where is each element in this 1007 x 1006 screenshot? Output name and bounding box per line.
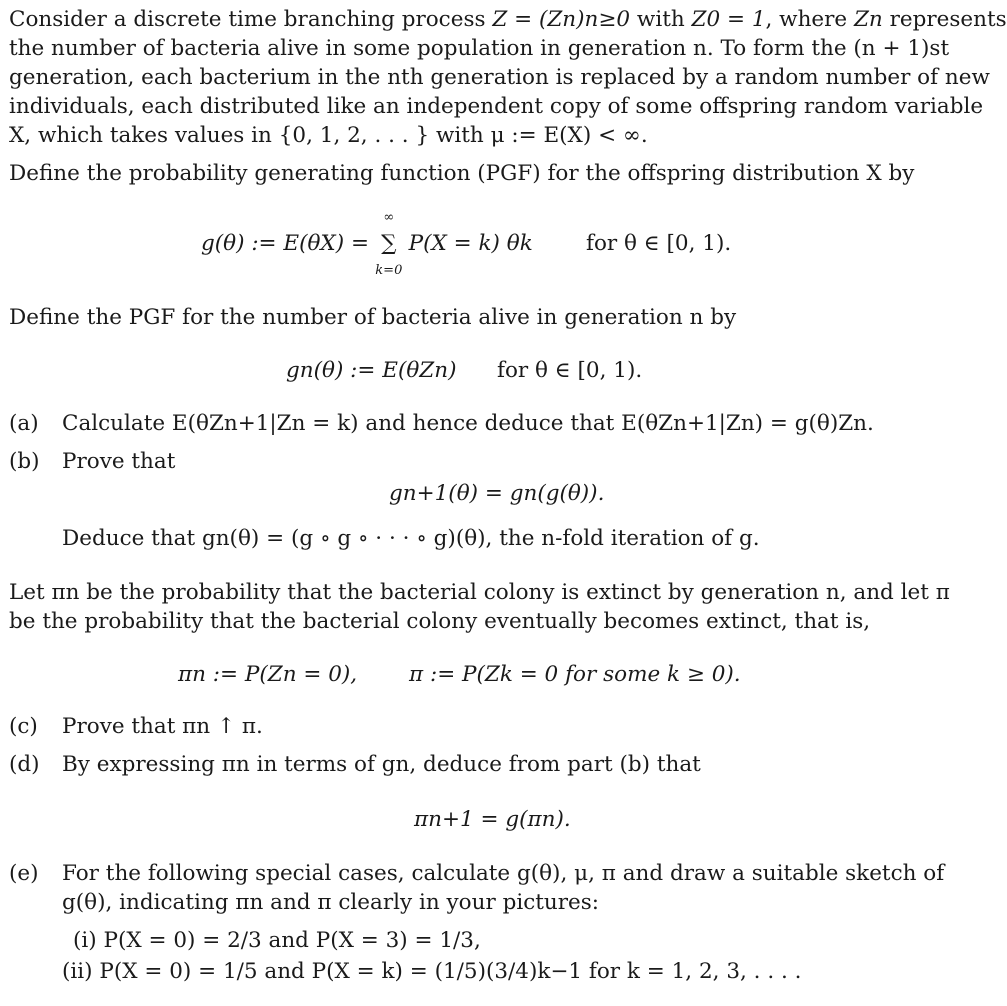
- pgf-equation: [201, 210, 533, 278]
- extinction-line-2: be the probability that the bacterial colony eventually becomes extinct, that is,: [9, 609, 871, 634]
- part-d-text: By expressing πn in terms of gn, deduce from part (b) that: [62, 752, 701, 777]
- pgf-definition-text: Define the probability generating function (PGF) for the offspring distribution X by: [9, 161, 915, 186]
- part-a-text: Calculate E(θZn+1|Zn = k) and hence deduce that E(θZn+1|Zn) = g(θ)Zn.: [62, 411, 874, 436]
- part-e-case-ii: (ii) P(X = 0) = 1/5 and P(X = k) = (1/5)(3/4)k−1 for k = 1, 2, 3, . . . .: [62, 959, 802, 984]
- intro-line-3: generation, each bacterium in the nth generation is replaced by a random number of new: [9, 65, 990, 90]
- intro-math-zn: Zn: [853, 7, 883, 32]
- intro-line-4: individuals, each distributed like an independent copy of some offspring random variable: [9, 94, 984, 119]
- pgf-n-condition: for θ ∈ [0, 1).: [497, 358, 643, 383]
- part-d-equation: πn+1 = g(πn).: [414, 807, 571, 832]
- part-b-equation: gn+1(θ) = gn(g(θ)).: [389, 481, 605, 506]
- intro-math-z: Z = (Zn)n≥0: [492, 7, 631, 32]
- extinction-eq-pi: π := P(Zk = 0 for some k ≥ 0).: [409, 662, 741, 687]
- part-c-label: (c): [9, 714, 38, 739]
- intro-text-d: represents: [882, 7, 1007, 32]
- part-a-label: (a): [9, 411, 39, 436]
- part-b-text: Prove that: [62, 449, 176, 474]
- pgf-n-text: Define the PGF for the number of bacteria alive in generation n by: [9, 305, 737, 330]
- pgf-eq-rhs: P(X = k) θk: [408, 231, 533, 256]
- part-d-label: (d): [9, 752, 40, 777]
- part-e-label: (e): [9, 861, 39, 886]
- part-b-deduce: Deduce that gn(θ) = (g ∘ g ∘ · · · ∘ g)(θ), the n-fold iteration of g.: [62, 526, 760, 551]
- part-e-line-2: g(θ), indicating πn and π clearly in your pictures:: [62, 890, 600, 915]
- pgf-n-equation: gn(θ) := E(θZn): [286, 358, 457, 383]
- intro-line-5: X, which takes values in {0, 1, 2, . . . } with μ := E(X) < ∞.: [9, 123, 648, 148]
- part-e-case-i: (i) P(X = 0) = 2/3 and P(X = 3) = 1/3,: [73, 928, 481, 953]
- intro-line-1: [9, 6, 1007, 34]
- intro-text-a: Consider a discrete time branching process: [9, 7, 493, 32]
- sum-operator: ∑ ∞ k=0: [376, 230, 402, 258]
- extinction-line-1: Let πn be the probability that the bacterial colony is extinct by generation n, and let π: [9, 580, 950, 605]
- part-b-label: (b): [9, 449, 40, 474]
- intro-math-z0: Z0 = 1: [691, 7, 766, 32]
- pgf-eq-lhs: g(θ) := E(θX) =: [201, 231, 369, 256]
- part-e-line-1: For the following special cases, calculate g(θ), μ, π and draw a suitable sketch of: [62, 861, 945, 886]
- sum-lower-limit: k=0: [375, 263, 403, 278]
- intro-text-b: with: [630, 7, 692, 32]
- pgf-eq-condition: for θ ∈ [0, 1).: [586, 231, 732, 256]
- part-c-text: Prove that πn ↑ π.: [62, 714, 263, 739]
- extinction-eq-pin: πn := P(Zn = 0),: [178, 662, 358, 687]
- sum-upper-limit: ∞: [383, 210, 395, 225]
- intro-text-c: , where: [765, 7, 854, 32]
- intro-line-2: the number of bacteria alive in some population in generation n. To form the (n + 1)st: [9, 36, 950, 61]
